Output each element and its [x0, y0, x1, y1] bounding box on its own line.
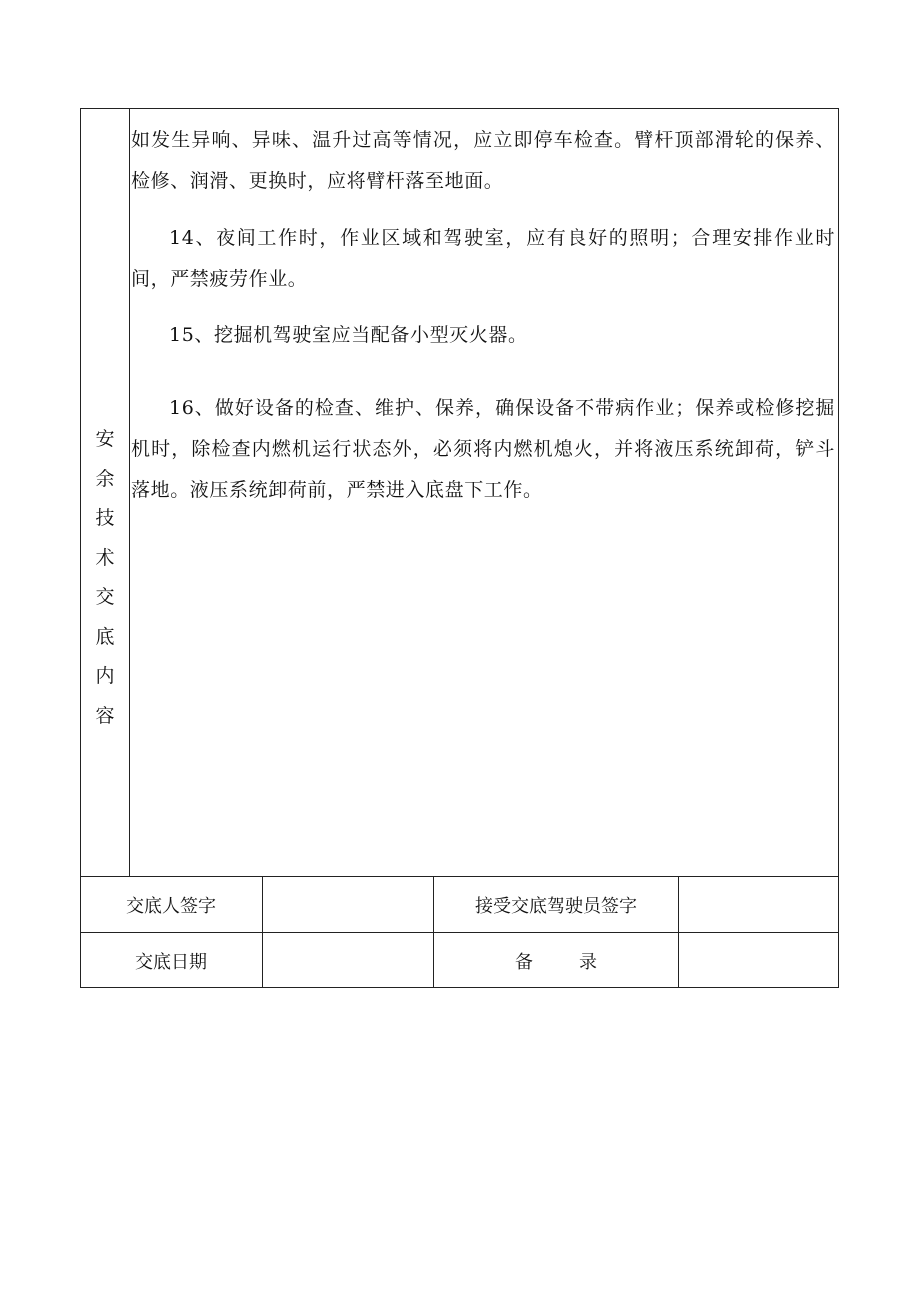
remark-label-second: 录 [579, 952, 597, 973]
receiver-signature-field[interactable] [679, 877, 839, 933]
side-label-char: 术 [95, 546, 115, 569]
remark-label [434, 933, 678, 989]
content-paragraph: 16、做好设备的检查、维护、保养，确保设备不带病作业；保养或检修挖掘机时，除检查内燃机运行状态外，必须将内燃机熄火，并将液压系统卸荷，铲斗落地。液压系统卸荷前，严禁进入底盘下工作。 [131, 397, 835, 501]
side-label-char: 容 [95, 704, 115, 727]
side-label-text [80, 420, 130, 736]
side-label-char: 交 [95, 586, 115, 608]
discloser-signature-field[interactable] [263, 877, 433, 933]
remark-label-first: 备 [515, 952, 533, 973]
disclosure-date-field[interactable] [263, 933, 433, 989]
side-label-char: 内 [95, 665, 115, 687]
content-paragraph: 15、挖掘机驾驶室应当配备小型灭火器。 [169, 324, 528, 346]
side-label-char: 余 [95, 467, 115, 490]
remark-field[interactable] [679, 933, 839, 989]
disclosure-content [131, 120, 835, 511]
content-paragraph: 如发生异响、异味、温升过高等情况，应立即停车检查。臂杆顶部滑轮的保养、检修、润滑、更换时，应将臂杆落至地面。 [131, 129, 835, 192]
discloser-signature-label: 交底人签字 [126, 896, 216, 917]
side-label-char: 底 [95, 625, 115, 648]
side-label-char: 技 [95, 507, 115, 529]
content-paragraph: 14、夜间工作时，作业区域和驾驶室，应有良好的照明；合理安排作业时间，严禁疲劳作业。 [131, 227, 835, 290]
receiver-signature-label: 接受交底驾驶员签字 [475, 896, 637, 917]
side-label-column [80, 108, 130, 876]
side-label-char: 安 [95, 428, 115, 450]
disclosure-date-label: 交底日期 [135, 952, 207, 973]
